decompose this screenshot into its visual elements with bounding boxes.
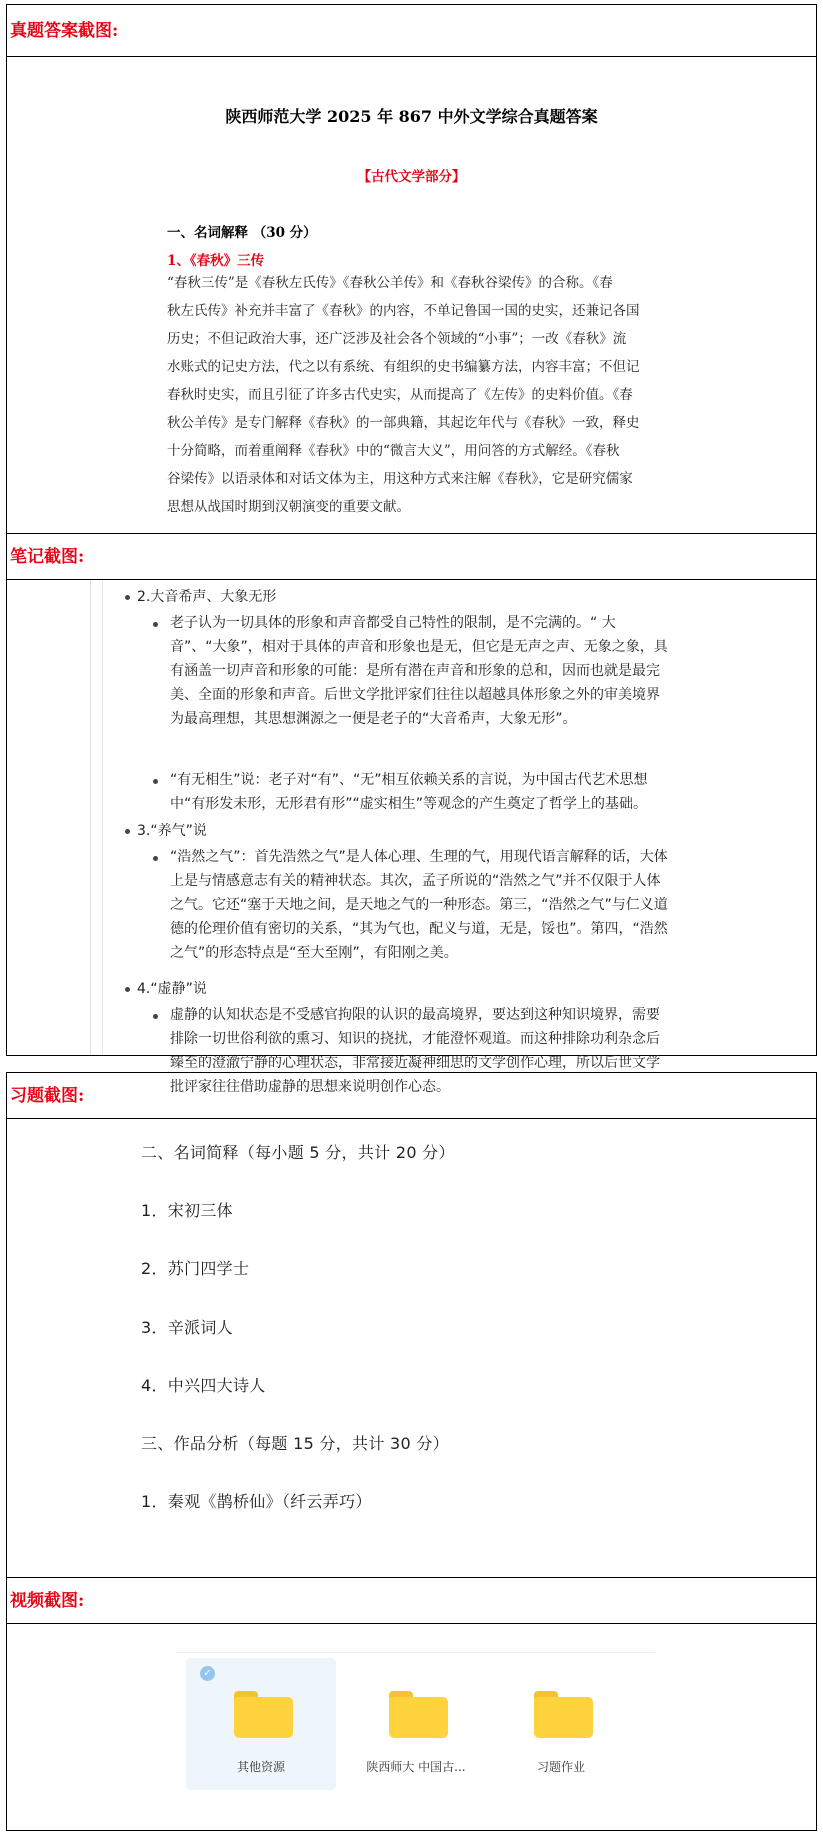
folder-tile[interactable] bbox=[341, 1658, 491, 1790]
note-line: 德的伦理价值有密切的关系，“其为气也，配义与道，无是，馁也”。第四，“浩然 bbox=[170, 921, 668, 937]
folder-name: 其他资源 bbox=[236, 1760, 285, 1774]
exercise-line: 1．宋初三体 bbox=[141, 1201, 233, 1220]
answer-line: 思想从战国时期到汉朝演变的重要文献。 bbox=[167, 499, 410, 515]
folder-icon bbox=[234, 1691, 293, 1738]
exercises-section-header bbox=[7, 1073, 816, 1119]
bullet-dot bbox=[153, 856, 158, 861]
bullet-dot bbox=[125, 829, 130, 834]
term-title: 1、《春秋》三传 bbox=[167, 253, 265, 269]
answer-section-header bbox=[7, 5, 816, 57]
note-line: 中“有形发未形，无形君有形”“虚实相生”等观念的产生奠定了哲学上的基础。 bbox=[170, 796, 648, 812]
answer-line: 秋左氏传》补充并丰富了《春秋》的内容，不单记鲁国一国的史实，还兼记各国 bbox=[167, 303, 640, 319]
note-line: 排除一切世俗利欲的熏习、知识的挠扰，才能澄怀观道。而这种排除功利杂念后 bbox=[170, 1031, 660, 1047]
video-content bbox=[7, 1624, 816, 1830]
answer-section bbox=[6, 4, 817, 534]
note-line: 上是与情感意志有关的精神状态。其次，孟子所说的“浩然之气”并不仅限于人体 bbox=[170, 873, 661, 889]
exercise-line: 二、名词简释（每小题 5 分，共计 20 分） bbox=[141, 1143, 455, 1162]
note-heading: 2.大音希声、大象无形 bbox=[137, 589, 277, 605]
note-paragraph bbox=[170, 845, 722, 965]
exercises-section-label: 习题截图: bbox=[10, 1086, 85, 1106]
answer-line: 谷梁传》以语录体和对话文体为主，用这种方式来注解《春秋》，它是研究儒家 bbox=[167, 471, 633, 487]
notes-guide-line bbox=[90, 580, 91, 1055]
answer-line: 春秋时史实，而且引征了许多古代史实，从而提高了《左传》的史料价值。《春 bbox=[167, 387, 633, 403]
note-line: 有涵盖一切声音和形象的可能：是所有潜在声音和形象的总和，因而也就是最完 bbox=[170, 663, 660, 679]
note-line: 音”、“大象”，相对于具体的声音和形象也是无，但它是无声之声、无象之象，具 bbox=[170, 639, 668, 655]
doc-title: 陕西师范大学 2025 年 867 中外文学综合真题答案 bbox=[225, 107, 598, 126]
bullet-dot bbox=[125, 987, 130, 992]
note-line: 臻至的澄澈宁静的心理状态，非常接近凝神细思的文学创作心理，所以后世文学 bbox=[170, 1055, 660, 1071]
notes-section-label: 笔记截图: bbox=[10, 547, 85, 567]
note-heading: 4.“虚静”说 bbox=[137, 981, 207, 997]
note-paragraph bbox=[170, 768, 722, 816]
note-line: 之气”的形态特点是“至大至刚”，有阳刚之美。 bbox=[170, 945, 458, 961]
video-section-header bbox=[7, 1578, 816, 1624]
folder-name: 陕西师大 中国古... bbox=[366, 1760, 466, 1774]
file-browser-panel bbox=[176, 1652, 655, 1788]
folder-icon bbox=[389, 1691, 448, 1738]
exercise-line: 三、作品分析（每题 15 分，共计 30 分） bbox=[141, 1434, 449, 1453]
answer-section-label: 真题答案截图: bbox=[10, 21, 119, 41]
note-heading: 3.“养气”说 bbox=[137, 823, 207, 839]
exercise-line: 1．秦观《鹊桥仙》（纤云弄巧） bbox=[141, 1492, 372, 1511]
answer-line: 历史；不但记政治大事，还广泛涉及社会各个领域的“小事”；一改《春秋》流 bbox=[167, 331, 627, 347]
folder-tile[interactable] bbox=[186, 1658, 336, 1790]
note-line: 虚静的认知状态是不受感官拘限的认识的最高境界，要达到这种知识境界，需要 bbox=[170, 1007, 660, 1023]
exercise-line: 3．辛派词人 bbox=[141, 1318, 233, 1337]
video-section bbox=[6, 1577, 817, 1831]
notes-section-header bbox=[7, 534, 816, 580]
note-line: 美、全面的形象和声音。后世文学批评家们往往以超越具体形象之外的审美境界 bbox=[170, 687, 660, 703]
question-heading: 一、名词解释 （30 分） bbox=[167, 225, 317, 241]
exercise-line: 4．中兴四大诗人 bbox=[141, 1376, 266, 1395]
note-line: 老子认为一切具体的形象和声音都受自己特性的限制，是不完满的。“ 大 bbox=[170, 615, 616, 631]
notes-content bbox=[7, 580, 816, 1095]
notes-section bbox=[6, 533, 817, 1095]
note-line: “浩然之气”：首先浩然之气”是人体心理、生理的气，用现代语言解释的话，大体 bbox=[170, 849, 668, 865]
answer-line: 秋公羊传》是专门解释《春秋》的一部典籍，其起讫年代与《春秋》一致，释史 bbox=[167, 415, 640, 431]
note-paragraph bbox=[170, 611, 722, 731]
checkmark-icon[interactable]: ✓ bbox=[200, 1666, 215, 1681]
exercises-content bbox=[7, 1119, 816, 1577]
answer-body bbox=[167, 269, 669, 521]
answer-content bbox=[7, 57, 816, 533]
bullet-dot bbox=[125, 595, 130, 600]
exercise-line: 2．苏门四学士 bbox=[141, 1259, 250, 1278]
answer-line: 十分简略，而着重阐释《春秋》中的“微言大义”，用问答的方式解经。《春秋 bbox=[167, 443, 620, 459]
bullet-dot bbox=[153, 779, 158, 784]
notes-guide-line bbox=[102, 580, 103, 1055]
doc-subtitle: 【古代文学部分】 bbox=[357, 169, 466, 185]
note-line: 为最高理想，其思想渊源之一便是老子的“大音希声，大象无形”。 bbox=[170, 711, 577, 727]
bullet-dot bbox=[153, 1014, 158, 1019]
folder-name: 习题作业 bbox=[536, 1760, 585, 1774]
note-line: 批评家往往借助虚静的思想来说明创作心态。 bbox=[170, 1079, 450, 1095]
video-section-label: 视频截图: bbox=[10, 1591, 85, 1611]
exercises-section bbox=[6, 1072, 817, 1578]
folder-icon bbox=[534, 1691, 593, 1738]
note-line: “有无相生”说：老子对“有”、“无”相互依赖关系的言说，为中国古代艺术思想 bbox=[170, 772, 648, 788]
answer-line: “春秋三传”是《春秋左氏传》《春秋公羊传》和《春秋谷梁传》的合称。《春 bbox=[167, 275, 613, 291]
folder-tile[interactable] bbox=[486, 1658, 636, 1790]
answer-line: 水账式的记史方法，代之以有系统、有组织的史书编纂方法，内容丰富；不但记 bbox=[167, 359, 640, 375]
bullet-dot bbox=[153, 622, 158, 627]
note-line: 之气。它还“塞于天地之间，是天地之气的一种形态。第三，“浩然之气”与仁义道 bbox=[170, 897, 668, 913]
